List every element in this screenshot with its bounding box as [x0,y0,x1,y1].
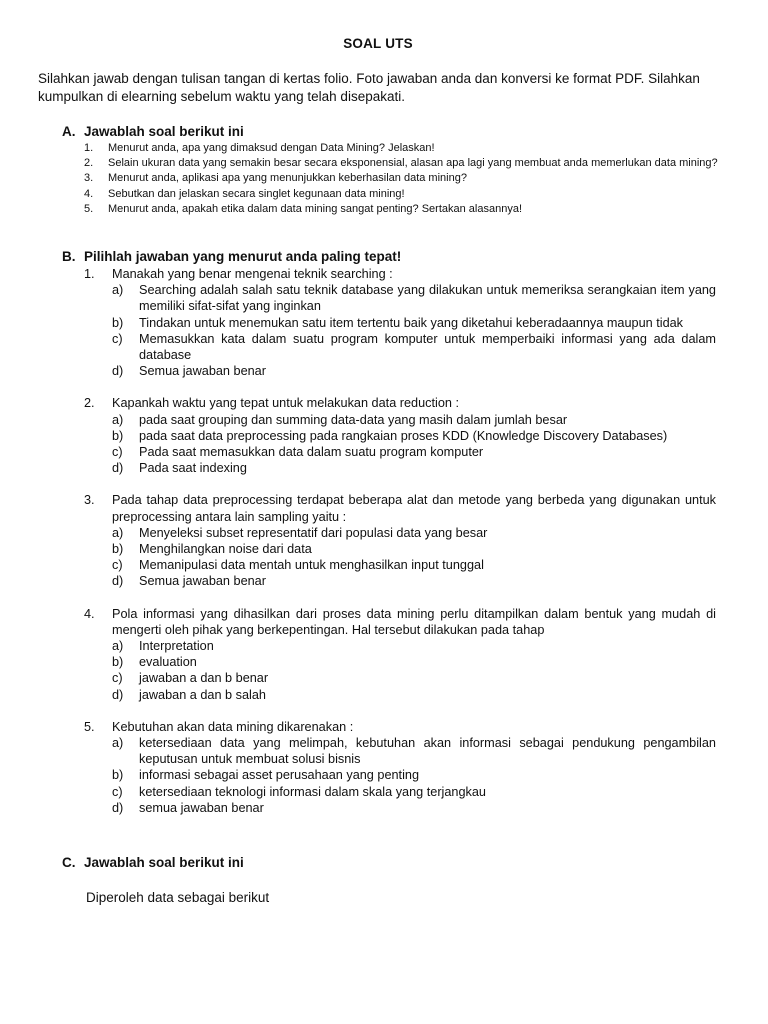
option-text: Menyeleksi subset representatif dari populasi data yang besar [139,525,488,540]
section-a-list [84,142,724,218]
option-list [112,638,716,703]
option-list [112,412,716,477]
option-text: Tindakan untuk menemukan satu item tertentu baik yang diketahui keberadaannya maupun tidak [139,315,684,330]
option-text: informasi sebagai asset perusahaan yang penting [139,768,420,783]
option-a [112,638,716,654]
option-a [112,412,716,428]
option-letter: c) [112,558,123,573]
option-text: Searching adalah salah satu teknik database yang dilakukan untuk memeriksa serangkaian item yang memiliki sifat-sifat yang inginkan [139,283,716,314]
option-letter: d) [112,687,124,702]
list-item [84,188,724,201]
question-1 [84,266,716,379]
option-a [112,525,716,541]
option-d [112,363,716,379]
option-letter: a) [112,283,124,298]
option-letter: d) [112,461,124,476]
option-c [112,784,716,800]
item-text: Menurut anda, aplikasi apa yang menunjukkan keberhasilan data mining? [108,172,467,185]
option-list [112,282,716,379]
question-3 [84,492,716,589]
option-text: Memanipulasi data mentah untuk menghasilkan input tunggal [139,558,484,573]
option-b [112,428,716,444]
section-c-letter: C. [62,855,76,870]
option-text: Semua jawaban benar [139,574,266,589]
option-d [112,460,716,476]
option-list [112,735,716,816]
option-letter: c) [112,671,123,686]
option-b [112,315,716,331]
list-item [84,157,724,170]
question-4 [84,606,716,703]
section-b-title: Pilihlah jawaban yang menurut anda paling tepat! [84,249,402,264]
option-text: Semua jawaban benar [139,364,266,379]
option-letter: b) [112,315,124,330]
question-text: Manakah yang benar mengenai teknik searching : [112,267,393,281]
item-text: Menurut anda, apakah etika dalam data mining sangat penting? Sertakan alasannya! [108,202,523,215]
item-number: 4. [84,187,94,200]
item-text: Selain ukuran data yang semakin besar secara eksponensial, alasan apa lagi yang membuat anda memerlukan data mining? [108,157,718,170]
item-number: 1. [84,142,94,154]
section-c-text: Diperoleh data sebagai berikut [86,890,270,905]
option-text: Pada saat memasukkan data dalam suatu program komputer [139,445,484,460]
option-text: jawaban a dan b salah [139,687,266,702]
item-text: Menurut anda, apa yang dimaksud dengan Data Mining? Jelaskan! [108,142,435,154]
option-text: Menghilangkan noise dari data [139,542,312,557]
option-letter: c) [112,445,123,460]
option-a [112,735,716,767]
question-number: 2. [84,396,95,411]
option-text: Pada saat indexing [139,461,247,476]
section-b-list [84,266,716,832]
item-number: 3. [84,172,94,185]
option-text: Memasukkan kata dalam suatu program komputer untuk memperbaiki informasi yang ada dalam database [139,331,716,363]
option-c [112,444,716,460]
section-c-title: Jawablah soal berikut ini [84,855,244,870]
section-a-letter: A. [62,124,76,139]
instructions-paragraph: Silahkan jawab dengan tulisan tangan di kertas folio. Foto jawaban anda dan konversi ke format PDF. Silahkan kumpulkan di elearning sebelum waktu yang telah disepakati. [38,71,700,104]
page-title: SOAL UTS [343,36,413,51]
list-item [84,142,724,155]
option-list [112,525,716,590]
option-d [112,573,716,589]
question-5 [84,719,716,816]
option-letter: d) [112,574,124,589]
option-text: ketersediaan teknologi informasi dalam skala yang terjangkau [139,784,486,799]
question-2 [84,395,716,476]
list-item [84,172,724,185]
option-b [112,541,716,557]
option-letter: b) [112,655,124,670]
option-letter: b) [112,768,124,783]
question-text: Pola informasi yang dihasilkan dari proses data mining perlu ditampilkan dalam bentuk yang mudah di mengerti oleh pihak yang berkepentingan. Hal tersebut dilakukan pada tahap [112,606,716,637]
option-letter: d) [112,800,124,815]
item-number: 2. [84,157,94,170]
option-c [112,557,716,573]
option-letter: a) [112,736,124,751]
section-c-heading [62,855,244,870]
section-a-title: Jawablah soal berikut ini [84,124,244,139]
option-letter: c) [112,331,123,346]
question-number: 5. [84,719,95,734]
item-text: Sebutkan dan jelaskan secara singlet kegunaan data mining! [108,187,405,200]
option-letter: c) [112,784,123,799]
option-a [112,282,716,314]
option-b [112,654,716,670]
question-text: Kapankah waktu yang tepat untuk melakukan data reduction : [112,396,460,411]
option-letter: b) [112,542,124,557]
question-number: 3. [84,493,95,508]
option-text: Interpretation [139,639,214,654]
item-number: 5. [84,202,94,215]
option-c [112,331,716,363]
question-text: Kebutuhan akan data mining dikarenakan : [112,719,354,734]
option-c [112,670,716,686]
option-letter: a) [112,525,124,540]
option-d [112,687,716,703]
option-text: pada saat grouping dan summing data-data yang masih dalam jumlah besar [139,412,568,427]
option-text: evaluation [139,655,197,670]
section-a-heading [62,124,244,139]
option-letter: b) [112,428,124,443]
option-letter: a) [112,639,124,654]
option-d [112,800,716,816]
option-text: ketersediaan data yang melimpah, kebutuhan akan informasi sebagai pendukung pengambilan keputusan untuk membuat solusi bisnis [139,736,716,767]
option-text: pada saat data preprocessing pada rangkaian proses KDD (Knowledge Discovery Databases) [139,428,668,443]
list-item [84,203,724,216]
question-number: 1. [84,267,95,281]
question-number: 4. [84,606,95,621]
option-text: semua jawaban benar [139,800,264,815]
question-text: Pada tahap data preprocessing terdapat beberapa alat dan metode yang berbeda yang digunakan untuk preprocessing antara lain sampling yaitu : [112,493,716,524]
option-text: jawaban a dan b benar [139,671,269,686]
section-b-letter: B. [62,249,76,264]
option-b [112,767,716,783]
section-b-heading [62,249,401,264]
option-letter: d) [112,364,124,379]
option-letter: a) [112,412,124,427]
